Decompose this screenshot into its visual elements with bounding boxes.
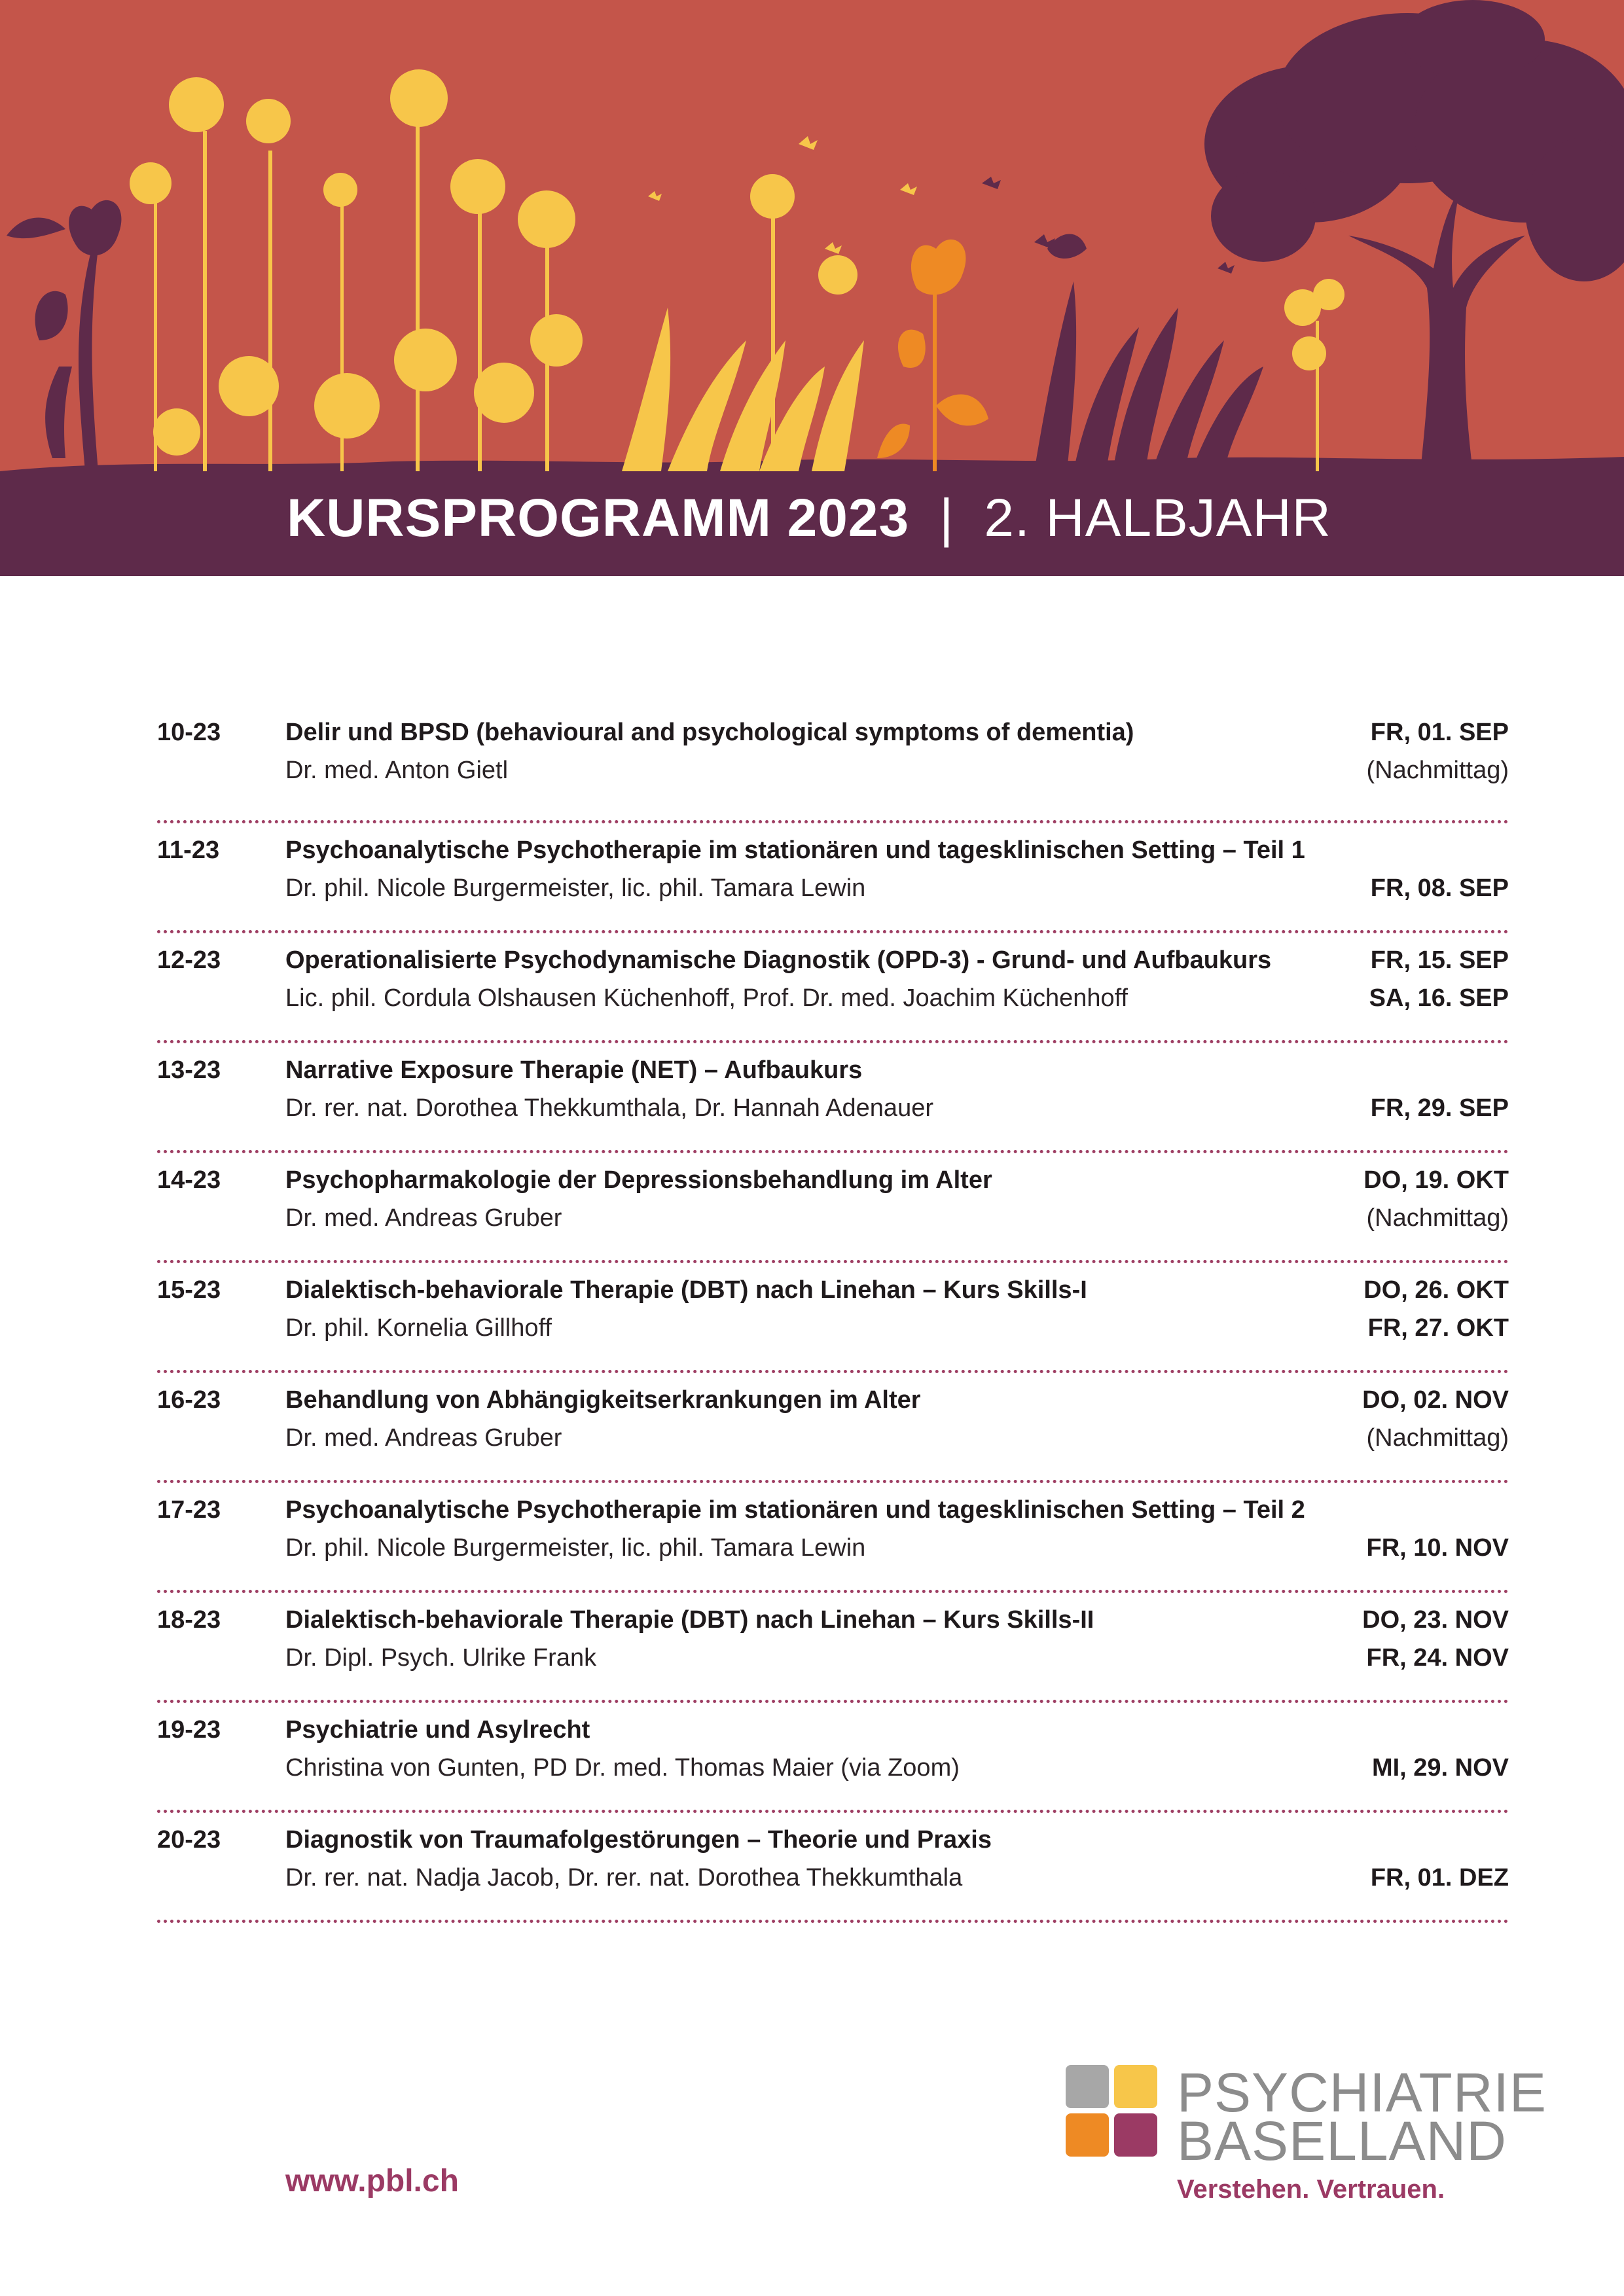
course-title: Delir und BPSD (behavioural and psychological symptoms of dementia) [285, 719, 1134, 746]
logo-square-gray [1066, 2065, 1109, 2108]
course-title: Behandlung von Abhängigkeitserkrankungen im Alter [285, 1386, 921, 1414]
title-sub: 2. HALBJAHR [984, 488, 1331, 548]
course-code: 17-23 [157, 1496, 221, 1524]
yellow-flowers [130, 69, 1344, 471]
course-code: 11-23 [157, 836, 220, 864]
course-code: 19-23 [157, 1716, 221, 1744]
course-date: FR, 08. SEP [1370, 874, 1509, 902]
course-list [157, 713, 1509, 1923]
course-row [157, 713, 1509, 823]
course-speaker: Dr. rer. nat. Dorothea Thekkumthala, Dr. Hannah Adenauer [285, 1094, 933, 1122]
course-date: SA, 16. SEP [1369, 984, 1509, 1012]
course-date: DO, 19. OKT [1363, 1166, 1509, 1194]
course-row [157, 1813, 1509, 1923]
course-row [157, 1703, 1509, 1813]
course-date: FR, 27. OKT [1367, 1314, 1509, 1342]
course-date: DO, 23. NOV [1362, 1606, 1509, 1634]
title-main: KURSPROGRAMM 2023 [287, 488, 910, 548]
course-date: FR, 24. NOV [1366, 1644, 1509, 1672]
course-date: DO, 02. NOV [1362, 1386, 1509, 1414]
logo-text-line2: BASELLAND [1177, 2110, 1507, 2172]
course-code: 13-23 [157, 1056, 221, 1084]
course-speaker: Dr. Dipl. Psych. Ulrike Frank [285, 1644, 597, 1672]
course-date: FR, 01. DEZ [1370, 1864, 1509, 1892]
course-date: FR, 29. SEP [1370, 1094, 1509, 1122]
course-date-note: (Nachmittag) [1366, 1424, 1509, 1452]
logo [1066, 2062, 1547, 2204]
course-date: MI, 29. NOV [1371, 1754, 1509, 1782]
course-title: Psychoanalytische Psychotherapie im stationären und tagesklinischen Setting – Teil 1 [285, 836, 1305, 864]
logo-text-line1: PSYCHIATRIE [1177, 2062, 1547, 2123]
course-row [157, 823, 1509, 933]
course-date-note: (Nachmittag) [1366, 1204, 1509, 1232]
course-row [157, 1593, 1509, 1703]
course-speaker: Dr. phil. Nicole Burgermeister, lic. phil. Tamara Lewin [285, 1534, 866, 1562]
course-row [157, 933, 1509, 1043]
course-speaker: Dr. phil. Kornelia Gillhoff [285, 1314, 552, 1342]
course-date: DO, 26. OKT [1363, 1276, 1509, 1304]
title-separator: | [939, 488, 954, 548]
course-row [157, 1263, 1509, 1373]
course-date: FR, 10. NOV [1366, 1534, 1509, 1562]
course-code: 20-23 [157, 1826, 221, 1854]
logo-square-yellow [1114, 2065, 1157, 2108]
course-code: 12-23 [157, 946, 221, 974]
course-title: Psychopharmakologie der Depressionsbehandlung im Alter [285, 1166, 992, 1194]
course-speaker: Lic. phil. Cordula Olshausen Küchenhoff, Prof. Dr. med. Joachim Küchenhoff [285, 984, 1128, 1012]
orange-flowers [877, 240, 988, 471]
logo-slogan: Verstehen. Vertrauen. [1177, 2175, 1445, 2204]
course-row [157, 1153, 1509, 1263]
course-speaker: Christina von Gunten, PD Dr. med. Thomas Maier (via Zoom) [285, 1754, 960, 1782]
course-code: 14-23 [157, 1166, 221, 1194]
course-title: Diagnostik von Traumafolgestörungen – Theorie und Praxis [285, 1826, 992, 1854]
course-title: Psychoanalytische Psychotherapie im stationären und tagesklinischen Setting – Teil 2 [285, 1496, 1305, 1524]
course-title: Psychiatrie und Asylrecht [285, 1716, 590, 1744]
course-speaker: Dr. med. Andreas Gruber [285, 1424, 562, 1452]
course-date: FR, 01. SEP [1370, 719, 1509, 746]
course-title: Operationalisierte Psychodynamische Diagnostik (OPD-3) - Grund- und Aufbaukurs [285, 946, 1272, 974]
page-title [287, 488, 1331, 549]
course-speaker: Dr. phil. Nicole Burgermeister, lic. phil. Tamara Lewin [285, 874, 866, 902]
course-code: 16-23 [157, 1386, 221, 1414]
course-speaker: Dr. med. Anton Gietl [285, 757, 509, 784]
website-link[interactable]: www.pbl.ch [285, 2164, 459, 2198]
course-date-note: (Nachmittag) [1366, 757, 1509, 784]
logo-square-orange [1066, 2113, 1109, 2157]
course-code: 15-23 [157, 1276, 221, 1304]
course-title: Dialektisch-behaviorale Therapie (DBT) nach Linehan – Kurs Skills-II [285, 1606, 1094, 1634]
course-code: 18-23 [157, 1606, 221, 1634]
course-title: Dialektisch-behaviorale Therapie (DBT) nach Linehan – Kurs Skills-I [285, 1276, 1087, 1304]
course-row [157, 1373, 1509, 1483]
course-row [157, 1043, 1509, 1153]
logo-square-purple [1114, 2113, 1157, 2157]
course-title: Narrative Exposure Therapie (NET) – Aufbaukurs [285, 1056, 863, 1084]
course-code: 10-23 [157, 719, 221, 746]
course-speaker: Dr. rer. nat. Nadja Jacob, Dr. rer. nat. Dorothea Thekkumthala [285, 1864, 963, 1892]
course-speaker: Dr. med. Andreas Gruber [285, 1204, 562, 1232]
course-row [157, 1483, 1509, 1593]
course-date: FR, 15. SEP [1370, 946, 1509, 974]
